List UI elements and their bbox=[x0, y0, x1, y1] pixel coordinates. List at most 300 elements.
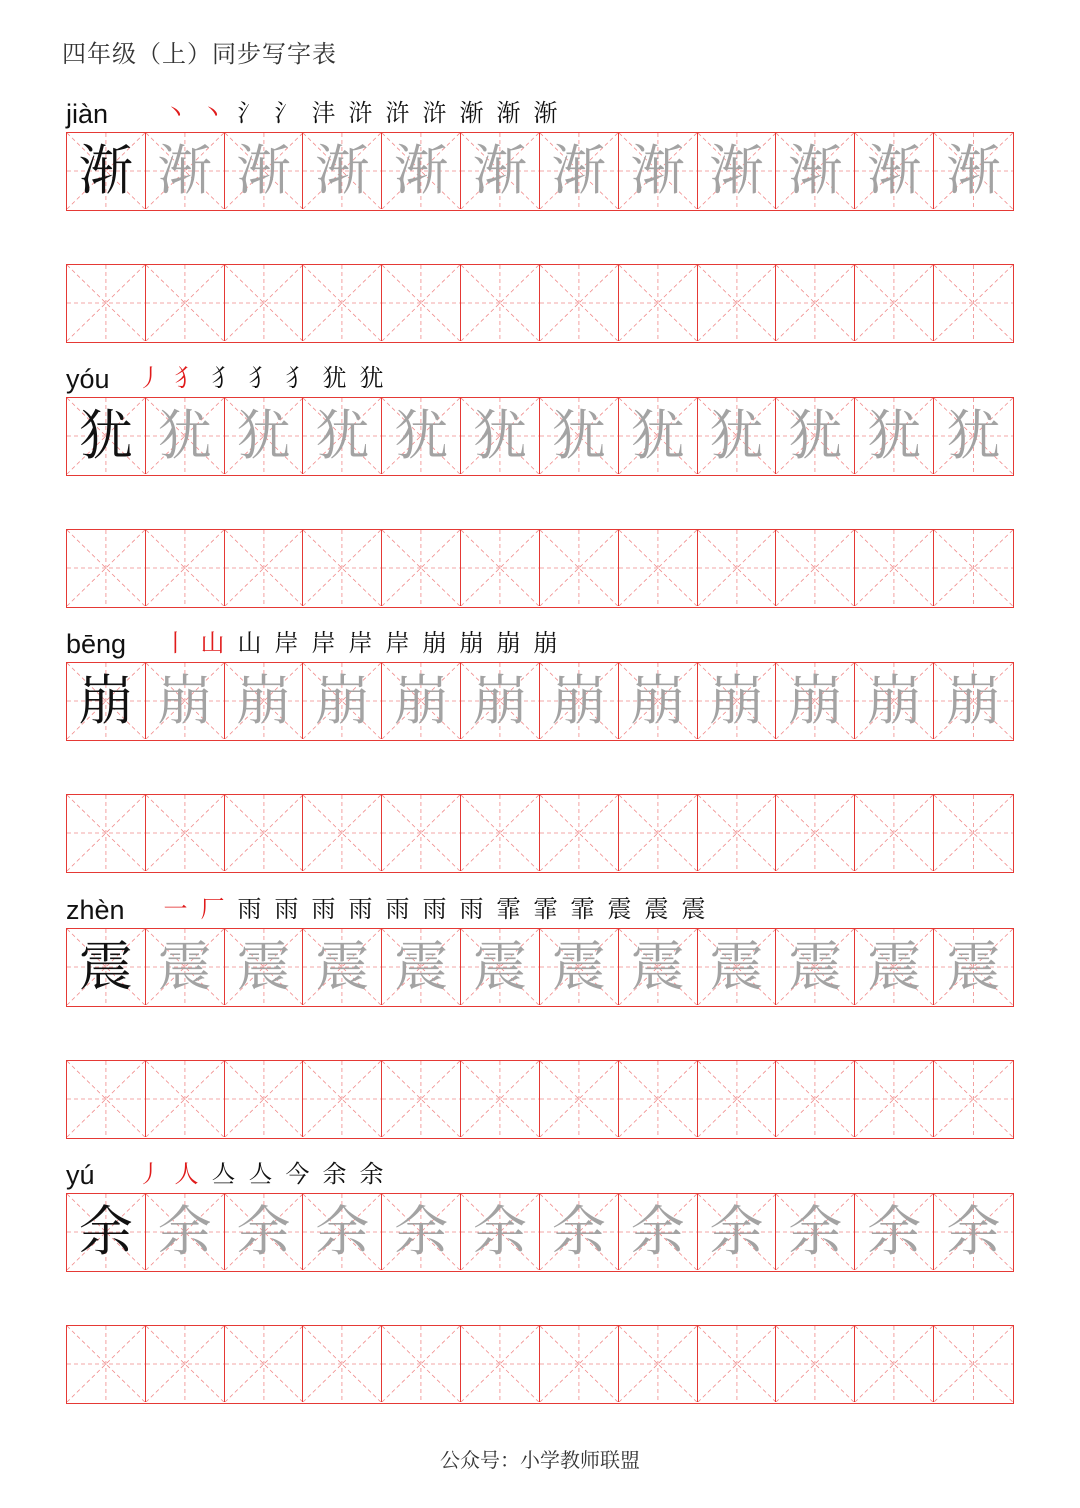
stroke-step: 犭 bbox=[211, 364, 236, 392]
stroke-step: 岸 bbox=[274, 629, 299, 657]
empty-practice-cell[interactable] bbox=[146, 1326, 225, 1402]
empty-practice-cell[interactable] bbox=[855, 795, 934, 871]
trace-character-cell bbox=[540, 663, 619, 739]
mizige-guide-lines bbox=[461, 265, 539, 341]
trace-character: 渐 bbox=[315, 139, 370, 202]
empty-practice-cell[interactable] bbox=[540, 265, 619, 341]
trace-character-cell bbox=[698, 133, 777, 209]
empty-practice-cell[interactable] bbox=[776, 1326, 855, 1402]
mizige-guide-lines bbox=[303, 265, 381, 341]
trace-character-cell bbox=[540, 1194, 619, 1270]
trace-character: 渐 bbox=[867, 139, 922, 202]
pinyin-label: yú bbox=[66, 1160, 95, 1190]
trace-character-cell bbox=[225, 929, 304, 1005]
trace-character-cell bbox=[855, 398, 934, 474]
trace-character-cell bbox=[619, 1194, 698, 1270]
stroke-step: 丿 bbox=[137, 1160, 162, 1188]
trace-character: 犹 bbox=[551, 404, 606, 467]
empty-practice-cell[interactable] bbox=[146, 795, 225, 871]
trace-character-cell bbox=[461, 1194, 540, 1270]
stroke-step: 岸 bbox=[348, 629, 373, 657]
model-character-cell bbox=[67, 929, 146, 1005]
empty-practice-cell[interactable] bbox=[619, 1061, 698, 1137]
stroke-step: 雨 bbox=[459, 895, 484, 923]
empty-practice-cell[interactable] bbox=[619, 1326, 698, 1402]
mizige-guide-lines bbox=[303, 530, 381, 606]
model-character-cell bbox=[67, 1194, 146, 1270]
mizige-guide-lines bbox=[619, 1061, 697, 1137]
stroke-step: 丨 bbox=[163, 629, 188, 657]
pinyin-label: yóu bbox=[66, 364, 110, 394]
stroke-step: 霏 bbox=[570, 895, 595, 923]
character-section bbox=[66, 357, 1016, 608]
mizige-guide-lines bbox=[776, 530, 854, 606]
character-section bbox=[66, 1153, 1016, 1404]
trace-character: 震 bbox=[867, 935, 922, 998]
empty-practice-cell[interactable] bbox=[67, 530, 146, 606]
trace-character: 崩 bbox=[157, 669, 212, 732]
mizige-guide-lines bbox=[146, 795, 224, 871]
trace-character-cell bbox=[225, 398, 304, 474]
trace-character: 余 bbox=[551, 1200, 606, 1263]
stroke-step: 渐 bbox=[459, 99, 484, 127]
stroke-step: 霏 bbox=[533, 895, 558, 923]
model-character-cell bbox=[67, 133, 146, 209]
practice-grid-row bbox=[66, 1060, 1014, 1139]
empty-practice-cell[interactable] bbox=[382, 1326, 461, 1402]
empty-practice-cell[interactable] bbox=[382, 1061, 461, 1137]
stroke-step: 浒 bbox=[385, 99, 410, 127]
empty-practice-cell[interactable] bbox=[303, 1326, 382, 1402]
mizige-guide-lines bbox=[461, 1326, 539, 1402]
trace-character-cell bbox=[934, 1194, 1013, 1270]
trace-character: 震 bbox=[473, 935, 528, 998]
stroke-step: 亼 bbox=[211, 1160, 236, 1188]
mizige-guide-lines bbox=[540, 795, 618, 871]
mizige-guide-lines bbox=[540, 1061, 618, 1137]
trace-character-cell bbox=[934, 663, 1013, 739]
stroke-step: 岸 bbox=[311, 629, 336, 657]
model-character: 余 bbox=[78, 1200, 133, 1263]
empty-practice-cell[interactable] bbox=[540, 1326, 619, 1402]
trace-character-cell bbox=[225, 133, 304, 209]
stroke-order-sequence bbox=[158, 623, 563, 658]
stroke-step: 余 bbox=[359, 1160, 384, 1188]
trace-character: 震 bbox=[788, 935, 843, 998]
trace-character: 渐 bbox=[551, 139, 606, 202]
trace-character-cell bbox=[382, 929, 461, 1005]
trace-character: 犹 bbox=[788, 404, 843, 467]
mizige-guide-lines bbox=[540, 1326, 618, 1402]
empty-practice-cell[interactable] bbox=[461, 265, 540, 341]
empty-practice-cell[interactable] bbox=[776, 265, 855, 341]
empty-practice-cell[interactable] bbox=[382, 265, 461, 341]
trace-character: 崩 bbox=[551, 669, 606, 732]
trace-character: 余 bbox=[473, 1200, 528, 1263]
trace-character: 犹 bbox=[315, 404, 370, 467]
empty-practice-cell[interactable] bbox=[67, 1326, 146, 1402]
trace-character: 渐 bbox=[709, 139, 764, 202]
trace-character-cell bbox=[146, 1194, 225, 1270]
trace-character: 犹 bbox=[867, 404, 922, 467]
stroke-step: 丶 bbox=[200, 99, 225, 127]
mizige-guide-lines bbox=[146, 265, 224, 341]
stroke-step: 余 bbox=[322, 1160, 347, 1188]
trace-character: 余 bbox=[788, 1200, 843, 1263]
mizige-guide-lines bbox=[855, 265, 933, 341]
empty-practice-cell[interactable] bbox=[698, 1326, 777, 1402]
trace-character: 震 bbox=[236, 935, 291, 998]
trace-character-cell bbox=[303, 398, 382, 474]
stroke-order-sequence bbox=[158, 93, 563, 128]
character-section bbox=[66, 888, 1016, 1139]
stroke-order-sequence bbox=[132, 1154, 389, 1189]
stroke-step: 山 bbox=[200, 629, 225, 657]
trace-grid-row bbox=[66, 662, 1014, 741]
empty-practice-cell[interactable] bbox=[619, 265, 698, 341]
mizige-guide-lines bbox=[303, 1061, 381, 1137]
empty-practice-cell[interactable] bbox=[698, 530, 777, 606]
mizige-guide-lines bbox=[225, 1326, 303, 1402]
empty-practice-cell[interactable] bbox=[303, 530, 382, 606]
trace-character-cell bbox=[619, 663, 698, 739]
pinyin-label: bēng bbox=[66, 629, 127, 659]
trace-character-cell bbox=[461, 663, 540, 739]
trace-character-cell bbox=[776, 1194, 855, 1270]
mizige-guide-lines bbox=[855, 1326, 933, 1402]
trace-character: 余 bbox=[157, 1200, 212, 1263]
trace-character-cell bbox=[698, 663, 777, 739]
empty-practice-cell[interactable] bbox=[698, 265, 777, 341]
stroke-step: 崩 bbox=[422, 629, 447, 657]
trace-character-cell bbox=[776, 133, 855, 209]
stroke-step: 丶 bbox=[163, 99, 188, 127]
empty-practice-cell[interactable] bbox=[303, 265, 382, 341]
empty-practice-cell[interactable] bbox=[225, 1326, 304, 1402]
mizige-guide-lines bbox=[698, 1326, 776, 1402]
trace-character-cell bbox=[303, 133, 382, 209]
stroke-step: 犭 bbox=[285, 364, 310, 392]
trace-character: 渐 bbox=[157, 139, 212, 202]
pinyin-row bbox=[66, 92, 1016, 132]
mizige-guide-lines bbox=[855, 795, 933, 871]
empty-practice-cell[interactable] bbox=[225, 530, 304, 606]
stroke-order-sequence bbox=[158, 889, 711, 924]
trace-character: 震 bbox=[315, 935, 370, 998]
trace-character-cell bbox=[698, 929, 777, 1005]
model-character: 犹 bbox=[78, 404, 133, 467]
trace-character: 震 bbox=[946, 935, 1001, 998]
model-character: 震 bbox=[78, 935, 133, 998]
trace-character-cell bbox=[619, 929, 698, 1005]
trace-character: 震 bbox=[630, 935, 685, 998]
stroke-step: 厂 bbox=[200, 895, 225, 923]
mizige-guide-lines bbox=[67, 265, 145, 341]
trace-character-cell bbox=[382, 1194, 461, 1270]
trace-character-cell bbox=[540, 133, 619, 209]
trace-character-cell bbox=[540, 398, 619, 474]
trace-character: 余 bbox=[709, 1200, 764, 1263]
trace-character-cell bbox=[382, 663, 461, 739]
trace-grid-row bbox=[66, 928, 1014, 1007]
stroke-step: 震 bbox=[681, 895, 706, 923]
empty-practice-cell[interactable] bbox=[146, 265, 225, 341]
pinyin-row bbox=[66, 357, 1016, 397]
empty-practice-cell[interactable] bbox=[698, 795, 777, 871]
empty-practice-cell[interactable] bbox=[855, 530, 934, 606]
empty-practice-cell[interactable] bbox=[855, 1061, 934, 1137]
empty-practice-cell[interactable] bbox=[461, 530, 540, 606]
trace-character: 余 bbox=[867, 1200, 922, 1263]
empty-practice-cell[interactable] bbox=[619, 530, 698, 606]
trace-character-cell bbox=[776, 929, 855, 1005]
trace-character-cell bbox=[934, 929, 1013, 1005]
mizige-guide-lines bbox=[382, 1061, 460, 1137]
empty-practice-cell[interactable] bbox=[382, 795, 461, 871]
stroke-step: 氵 bbox=[274, 99, 299, 127]
empty-practice-cell[interactable] bbox=[67, 795, 146, 871]
trace-character-cell bbox=[776, 398, 855, 474]
trace-character-cell bbox=[303, 663, 382, 739]
trace-character: 余 bbox=[315, 1200, 370, 1263]
stroke-step: 雨 bbox=[237, 895, 262, 923]
trace-character-cell bbox=[382, 133, 461, 209]
trace-character: 渐 bbox=[473, 139, 528, 202]
mizige-guide-lines bbox=[382, 1326, 460, 1402]
mizige-guide-lines bbox=[67, 795, 145, 871]
mizige-guide-lines bbox=[934, 530, 1013, 606]
mizige-guide-lines bbox=[855, 1061, 933, 1137]
mizige-guide-lines bbox=[225, 1061, 303, 1137]
trace-character: 犹 bbox=[236, 404, 291, 467]
trace-character-cell bbox=[934, 398, 1013, 474]
trace-grid-row bbox=[66, 397, 1014, 476]
pinyin-row bbox=[66, 622, 1016, 662]
trace-character: 渐 bbox=[236, 139, 291, 202]
mizige-guide-lines bbox=[855, 530, 933, 606]
empty-practice-cell[interactable] bbox=[67, 265, 146, 341]
trace-character-cell bbox=[619, 133, 698, 209]
stroke-step: 雨 bbox=[311, 895, 336, 923]
empty-practice-cell[interactable] bbox=[776, 530, 855, 606]
empty-practice-cell[interactable] bbox=[934, 795, 1013, 871]
mizige-guide-lines bbox=[698, 530, 776, 606]
empty-practice-cell[interactable] bbox=[776, 795, 855, 871]
empty-practice-cell[interactable] bbox=[776, 1061, 855, 1137]
trace-character: 渐 bbox=[946, 139, 1001, 202]
mizige-guide-lines bbox=[382, 795, 460, 871]
trace-character-cell bbox=[934, 133, 1013, 209]
mizige-guide-lines bbox=[540, 265, 618, 341]
stroke-step: 沣 bbox=[311, 99, 336, 127]
mizige-guide-lines bbox=[776, 1061, 854, 1137]
mizige-guide-lines bbox=[461, 530, 539, 606]
empty-practice-cell[interactable] bbox=[619, 795, 698, 871]
stroke-step: 雨 bbox=[348, 895, 373, 923]
stroke-step: 崩 bbox=[533, 629, 558, 657]
empty-practice-cell[interactable] bbox=[934, 530, 1013, 606]
empty-practice-cell[interactable] bbox=[382, 530, 461, 606]
trace-character-cell bbox=[855, 663, 934, 739]
mizige-guide-lines bbox=[461, 1061, 539, 1137]
mizige-guide-lines bbox=[934, 1326, 1013, 1402]
pinyin-label: zhèn bbox=[66, 895, 125, 925]
stroke-step: 雨 bbox=[274, 895, 299, 923]
stroke-step: 霏 bbox=[496, 895, 521, 923]
empty-practice-cell[interactable] bbox=[540, 795, 619, 871]
mizige-guide-lines bbox=[225, 795, 303, 871]
mizige-guide-lines bbox=[698, 265, 776, 341]
trace-character: 余 bbox=[946, 1200, 1001, 1263]
stroke-step: 雨 bbox=[385, 895, 410, 923]
trace-character-cell bbox=[146, 398, 225, 474]
mizige-guide-lines bbox=[67, 1061, 145, 1137]
pinyin-label: jiàn bbox=[66, 99, 109, 129]
empty-practice-cell[interactable] bbox=[855, 265, 934, 341]
empty-practice-cell[interactable] bbox=[146, 530, 225, 606]
trace-character: 犹 bbox=[946, 404, 1001, 467]
trace-character: 犹 bbox=[157, 404, 212, 467]
mizige-guide-lines bbox=[382, 265, 460, 341]
trace-character-cell bbox=[698, 1194, 777, 1270]
empty-practice-cell[interactable] bbox=[67, 1061, 146, 1137]
mizige-guide-lines bbox=[698, 1061, 776, 1137]
empty-practice-cell[interactable] bbox=[225, 795, 304, 871]
trace-character: 犹 bbox=[709, 404, 764, 467]
stroke-step: 亼 bbox=[248, 1160, 273, 1188]
character-section bbox=[66, 622, 1016, 873]
stroke-step: 崩 bbox=[459, 629, 484, 657]
trace-character-cell bbox=[461, 929, 540, 1005]
mizige-guide-lines bbox=[619, 265, 697, 341]
empty-practice-cell[interactable] bbox=[934, 1326, 1013, 1402]
mizige-guide-lines bbox=[540, 530, 618, 606]
trace-character-cell bbox=[146, 929, 225, 1005]
trace-character: 崩 bbox=[946, 669, 1001, 732]
mizige-guide-lines bbox=[303, 1326, 381, 1402]
stroke-step: 犭 bbox=[174, 364, 199, 392]
trace-character-cell bbox=[698, 398, 777, 474]
trace-character-cell bbox=[382, 398, 461, 474]
stroke-step: 人 bbox=[174, 1160, 199, 1188]
trace-character-cell bbox=[855, 1194, 934, 1270]
empty-practice-cell[interactable] bbox=[698, 1061, 777, 1137]
trace-character: 崩 bbox=[394, 669, 449, 732]
stroke-step: 浒 bbox=[422, 99, 447, 127]
page-title: 四年级（上）同步写字表 bbox=[62, 40, 337, 68]
pinyin-row bbox=[66, 888, 1016, 928]
model-character-cell bbox=[67, 398, 146, 474]
stroke-order-sequence bbox=[132, 358, 389, 393]
trace-character: 渐 bbox=[394, 139, 449, 202]
mizige-guide-lines bbox=[934, 265, 1013, 341]
trace-character-cell bbox=[461, 398, 540, 474]
trace-character: 震 bbox=[394, 935, 449, 998]
stroke-step: 犹 bbox=[322, 364, 347, 392]
stroke-step: 震 bbox=[644, 895, 669, 923]
empty-practice-cell[interactable] bbox=[146, 1061, 225, 1137]
trace-character: 渐 bbox=[630, 139, 685, 202]
trace-character: 崩 bbox=[236, 669, 291, 732]
trace-character: 震 bbox=[709, 935, 764, 998]
trace-character-cell bbox=[146, 663, 225, 739]
trace-character: 震 bbox=[157, 935, 212, 998]
trace-character-cell bbox=[225, 663, 304, 739]
mizige-guide-lines bbox=[67, 530, 145, 606]
trace-character: 犹 bbox=[394, 404, 449, 467]
trace-character-cell bbox=[146, 133, 225, 209]
stroke-step: 一 bbox=[163, 895, 188, 923]
empty-practice-cell[interactable] bbox=[540, 1061, 619, 1137]
trace-character: 崩 bbox=[788, 669, 843, 732]
empty-practice-cell[interactable] bbox=[225, 265, 304, 341]
trace-character-cell bbox=[855, 929, 934, 1005]
footer-text: 公众号：小学教师联盟 bbox=[440, 1448, 640, 1472]
stroke-step: 犹 bbox=[359, 364, 384, 392]
trace-character: 崩 bbox=[709, 669, 764, 732]
stroke-step: 雨 bbox=[422, 895, 447, 923]
trace-character: 余 bbox=[394, 1200, 449, 1263]
character-section bbox=[66, 92, 1016, 343]
model-character: 崩 bbox=[78, 669, 133, 732]
mizige-guide-lines bbox=[619, 1326, 697, 1402]
stroke-step: 渐 bbox=[496, 99, 521, 127]
mizige-guide-lines bbox=[461, 795, 539, 871]
empty-practice-cell[interactable] bbox=[934, 1061, 1013, 1137]
empty-practice-cell[interactable] bbox=[855, 1326, 934, 1402]
stroke-step: 犭 bbox=[248, 364, 273, 392]
mizige-guide-lines bbox=[619, 795, 697, 871]
trace-character-cell bbox=[776, 663, 855, 739]
empty-practice-cell[interactable] bbox=[303, 1061, 382, 1137]
stroke-step: 岸 bbox=[385, 629, 410, 657]
mizige-guide-lines bbox=[146, 1326, 224, 1402]
model-character: 渐 bbox=[78, 139, 133, 202]
trace-character: 崩 bbox=[473, 669, 528, 732]
mizige-guide-lines bbox=[934, 1061, 1013, 1137]
mizige-guide-lines bbox=[382, 530, 460, 606]
trace-character-cell bbox=[619, 398, 698, 474]
model-character-cell bbox=[67, 663, 146, 739]
empty-practice-cell[interactable] bbox=[303, 795, 382, 871]
empty-practice-cell[interactable] bbox=[934, 265, 1013, 341]
trace-character-cell bbox=[303, 1194, 382, 1270]
mizige-guide-lines bbox=[225, 530, 303, 606]
trace-character-cell bbox=[225, 1194, 304, 1270]
mizige-guide-lines bbox=[934, 795, 1013, 871]
trace-grid-row bbox=[66, 132, 1014, 211]
trace-character-cell bbox=[540, 929, 619, 1005]
trace-character: 崩 bbox=[315, 669, 370, 732]
empty-practice-cell[interactable] bbox=[461, 1061, 540, 1137]
trace-character: 崩 bbox=[630, 669, 685, 732]
mizige-guide-lines bbox=[776, 795, 854, 871]
mizige-guide-lines bbox=[146, 1061, 224, 1137]
mizige-guide-lines bbox=[776, 265, 854, 341]
empty-practice-cell[interactable] bbox=[461, 795, 540, 871]
empty-practice-cell[interactable] bbox=[461, 1326, 540, 1402]
trace-character-cell bbox=[303, 929, 382, 1005]
empty-practice-cell[interactable] bbox=[540, 530, 619, 606]
trace-character-cell bbox=[461, 133, 540, 209]
practice-grid-row bbox=[66, 1325, 1014, 1404]
trace-character: 犹 bbox=[630, 404, 685, 467]
mizige-guide-lines bbox=[225, 265, 303, 341]
stroke-step: 丿 bbox=[137, 364, 162, 392]
pinyin-row bbox=[66, 1153, 1016, 1193]
trace-character: 崩 bbox=[867, 669, 922, 732]
empty-practice-cell[interactable] bbox=[225, 1061, 304, 1137]
